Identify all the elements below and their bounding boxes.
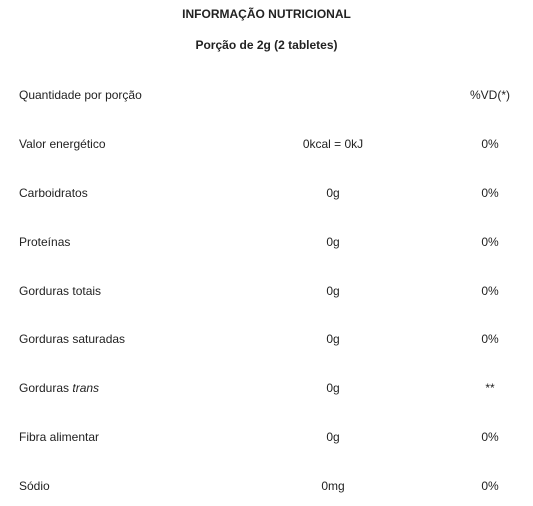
table-title: INFORMAÇÃO NUTRICIONAL [182,7,351,21]
row-label: Gorduras totais [19,284,102,298]
row-vd: ** [485,381,495,395]
row-label: Carboidratos [19,186,88,200]
row-label: Gorduras saturadas [19,332,126,346]
row-vd: 0% [481,235,499,249]
row-amount: 0g [326,186,340,200]
vd-header: %VD(*) [469,88,510,102]
row-label: Proteínas [19,235,71,249]
table-row-sodium [0,478,533,494]
table-row-total-fat [0,283,533,299]
table-row-carbohydrates [0,185,533,201]
row-amount: 0mg [321,479,345,493]
serving-size: Porção de 2g (2 tabletes) [195,38,338,52]
row-amount: 0g [326,430,340,444]
row-vd: 0% [481,186,499,200]
row-amount: 0g [326,381,340,395]
row-label-prefix: Gorduras [19,381,73,395]
row-amount: 0g [326,235,340,249]
table-row-energy [0,136,533,152]
row-label [19,380,99,396]
row-amount: 0g [326,284,340,298]
row-label: Sódio [19,479,50,493]
table-header-row [0,87,533,103]
row-amount: 0g [326,332,340,346]
row-vd: 0% [481,284,499,298]
row-vd: 0% [481,479,499,493]
quantity-header: Quantidade por porção [19,88,142,102]
row-label: Fibra alimentar [19,430,100,444]
row-vd: 0% [481,430,499,444]
row-amount: 0kcal = 0kJ [302,137,364,151]
row-vd: 0% [481,137,499,151]
table-row-trans-fat [0,380,533,396]
row-label: Valor energético [19,137,106,151]
table-row-proteins [0,234,533,250]
table-row-dietary-fiber [0,429,533,445]
row-vd: 0% [481,332,499,346]
table-row-saturated-fat [0,331,533,347]
row-label-italic: trans [72,381,100,395]
